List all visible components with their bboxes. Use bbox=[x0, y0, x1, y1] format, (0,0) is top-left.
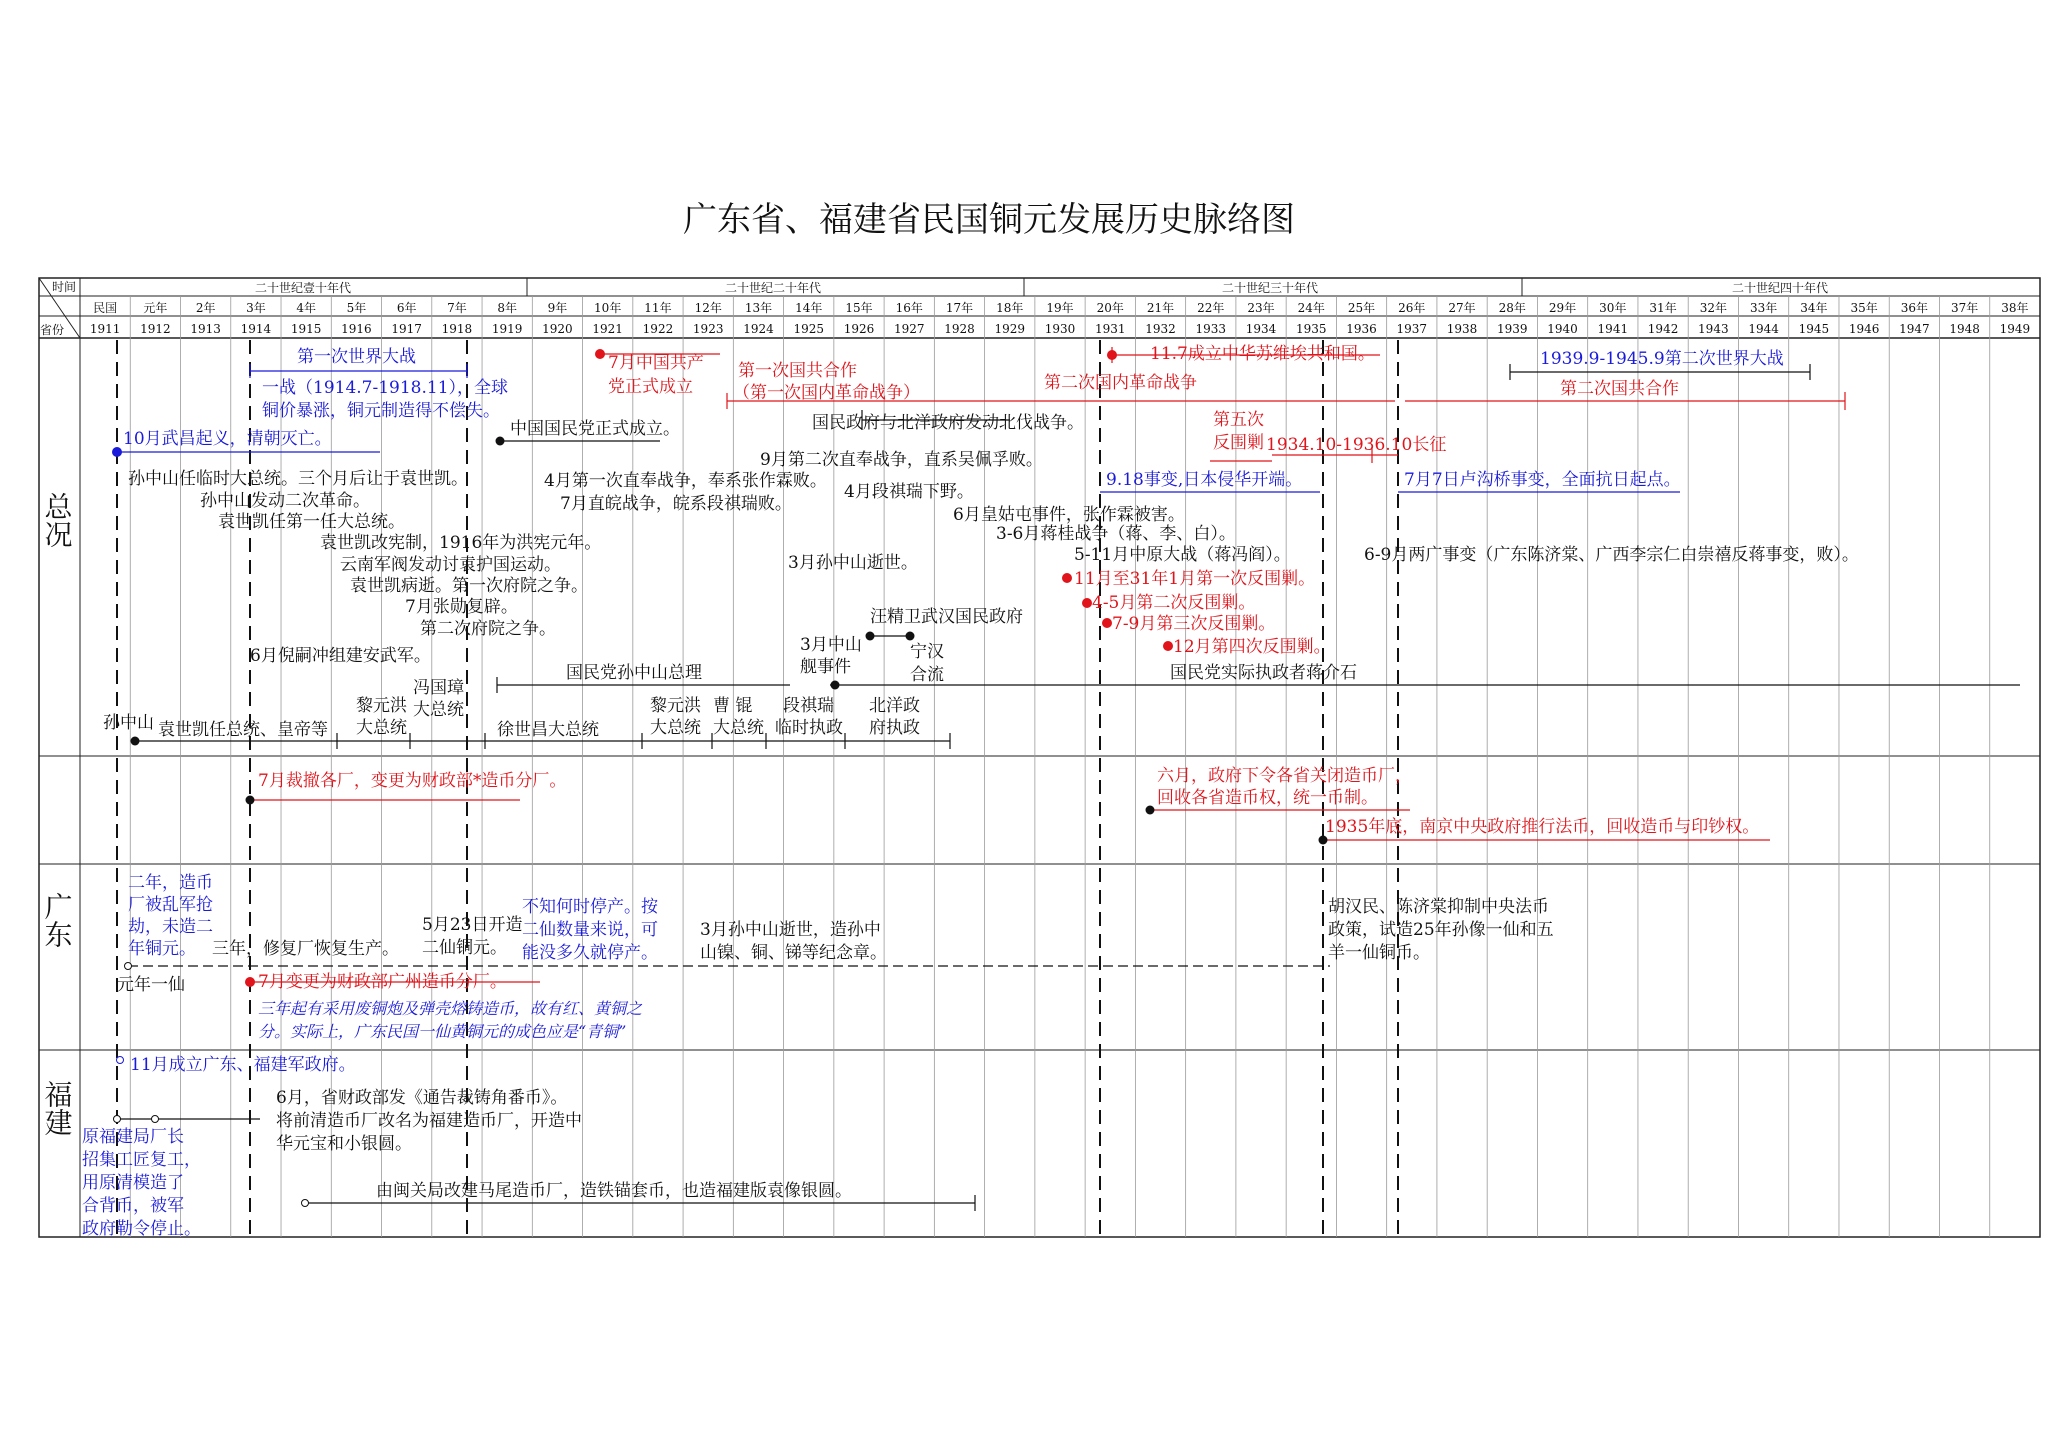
minguo-year-label: 11年 bbox=[644, 301, 672, 315]
leader-label: 府执政 bbox=[869, 718, 920, 738]
minguo-year-label: 20年 bbox=[1096, 301, 1124, 315]
leader-label: 大总统 bbox=[713, 718, 764, 738]
minguo-year-label: 5年 bbox=[346, 301, 367, 315]
leaders-row bbox=[103, 663, 1357, 740]
guangdong-text: 能没多久就停产。 bbox=[522, 943, 658, 963]
decade-label: 二十世纪壹十年代 bbox=[254, 281, 352, 295]
minguo-year-label: 24年 bbox=[1297, 301, 1325, 315]
policy-text: 六月，政府下令各省关闭造币厂， bbox=[1157, 766, 1412, 786]
minguo-year-label: 14年 bbox=[795, 301, 823, 315]
event-two-guang: 6-9月两广事变（广东陈济棠、广西李宗仁白崇禧反蒋事变，败）。 bbox=[1364, 545, 1859, 565]
ad-year-label: 1936 bbox=[1346, 322, 1377, 336]
overview-events bbox=[123, 344, 1859, 685]
guangdong-text: 不知何时停产。按 bbox=[522, 897, 658, 917]
header-time-label: 时间 bbox=[51, 280, 77, 294]
minguo-year-label: 29年 bbox=[1548, 301, 1577, 315]
ad-year-label: 1925 bbox=[793, 322, 824, 336]
page-title: 广东省、福建省民国铜元发展历史脉络图 bbox=[683, 200, 1295, 240]
ad-year-label: 1934 bbox=[1245, 322, 1277, 336]
ad-year-label: 1914 bbox=[240, 322, 272, 336]
minguo-year-label: 18年 bbox=[996, 301, 1024, 315]
header-province-label: 省份 bbox=[39, 323, 65, 337]
guangdong-text: 年铜元。 bbox=[128, 939, 196, 959]
fujian-text: 原福建局厂长 bbox=[82, 1127, 184, 1147]
section-label-overview: 总况 bbox=[40, 492, 74, 548]
guangdong-text: 5月23日开造 bbox=[422, 915, 523, 935]
event-first-coop: 第一次国共合作 bbox=[738, 361, 857, 381]
event-central-plains-war: 5-11月中原大战（蒋冯阎）。 bbox=[1074, 545, 1291, 565]
policy-text: 1935年底，南京中央政府推行法币，回收造币与印钞权。 bbox=[1325, 817, 1760, 837]
fujian-text: 招集工匠复工， bbox=[82, 1150, 201, 1170]
ad-year-label: 1940 bbox=[1547, 322, 1578, 336]
event-yuan-death: 袁世凯病逝。第一次府院之争。 bbox=[350, 576, 588, 596]
event-ccp-founded: 7月中国共产 bbox=[608, 353, 704, 373]
minguo-year-label: 25年 bbox=[1347, 301, 1376, 315]
event-yunnan: 云南军阀发动讨袁护国运动。 bbox=[340, 555, 561, 575]
guangdong-text: 二仙铜元。 bbox=[422, 938, 507, 958]
event-long-march: 1934.10-1936.10长征 bbox=[1266, 435, 1447, 455]
event-yuan-president: 袁世凯任第一任大总统。 bbox=[218, 512, 405, 532]
event-fourth-encirclement: 12月第四次反围剿。 bbox=[1173, 637, 1331, 657]
event-marco-polo: 7月7日卢沟桥事变，全面抗日起点。 bbox=[1404, 470, 1681, 490]
ad-year-label: 1932 bbox=[1145, 322, 1176, 336]
guangdong-text: 分。实际上，广东民国一仙黄铜元的成色应是“青铜” bbox=[258, 1022, 627, 1041]
leader-label: 大总统 bbox=[413, 700, 464, 720]
minguo-year-label: 17年 bbox=[945, 301, 974, 315]
minguo-year-label: 35年 bbox=[1850, 301, 1878, 315]
event-918: 9.18事变,日本侵华开端。 bbox=[1106, 470, 1303, 490]
fujian-text: 6月，省财政部发《通告裁铸角番币》。 bbox=[276, 1088, 568, 1108]
fujian-text: 合背币，被军 bbox=[82, 1196, 184, 1216]
ad-year-label: 1939 bbox=[1497, 322, 1528, 336]
event-wwi-copper: 铜价暴涨，铜元制造得不偿失。 bbox=[262, 401, 500, 421]
policy-text: 回收各省造币权，统一币制。 bbox=[1157, 788, 1378, 808]
ad-year-label: 1945 bbox=[1798, 322, 1830, 336]
leader-label: 北洋政 bbox=[869, 696, 920, 716]
ad-year-label: 1931 bbox=[1094, 322, 1126, 336]
leader-label: 国民党实际执政者蒋介石 bbox=[1170, 663, 1357, 683]
guangdong-row bbox=[117, 872, 1554, 1041]
event-wwi: 第一次世界大战 bbox=[297, 347, 416, 367]
leader-label: 黎元洪 bbox=[356, 696, 407, 716]
guangdong-text: 7月变更为财政部广州造币分厂。 bbox=[258, 972, 507, 992]
guangdong-text: 劫，未造二 bbox=[128, 917, 213, 937]
minguo-year-label: 38年 bbox=[2001, 301, 2029, 315]
minguo-year-label: 30年 bbox=[1599, 301, 1627, 315]
ad-year-label: 1916 bbox=[341, 322, 372, 336]
ad-year-label: 1911 bbox=[89, 322, 121, 336]
guangdong-text: 三年，修复厂恢复生产。 bbox=[212, 939, 399, 959]
guangdong-text: 羊一仙铜币。 bbox=[1328, 943, 1430, 963]
ad-year-label: 1915 bbox=[290, 322, 322, 336]
leader-label: 曹 锟 bbox=[713, 696, 753, 716]
ad-year-label: 1935 bbox=[1296, 322, 1327, 336]
ad-year-label: 1926 bbox=[843, 322, 875, 336]
minguo-year-label: 21年 bbox=[1146, 301, 1175, 315]
event-second-dispute: 第二次府院之争。 bbox=[420, 619, 556, 639]
ad-year-label: 1933 bbox=[1195, 322, 1227, 336]
minguo-year-label: 2年 bbox=[195, 301, 216, 315]
minguo-year-label: 13年 bbox=[744, 301, 773, 315]
event-second-coop: 第二次国共合作 bbox=[1560, 379, 1679, 399]
minguo-year-label: 10年 bbox=[594, 301, 622, 315]
guangdong-text: 胡汉民、陈济棠抑制中央法币 bbox=[1328, 897, 1549, 917]
section-label-guangdong: 广东 bbox=[40, 892, 74, 948]
minguo-year-label: 元年 bbox=[143, 301, 168, 315]
ad-year-label: 1949 bbox=[1999, 322, 2031, 336]
section-label-fujian: 福建 bbox=[40, 1080, 74, 1136]
minguo-year-label: 31年 bbox=[1649, 301, 1677, 315]
event-zhiwan: 7月直皖战争，皖系段祺瑞败。 bbox=[560, 494, 792, 514]
event-second-civil-war: 第二次国内革命战争 bbox=[1044, 373, 1197, 393]
ad-year-label: 1922 bbox=[642, 322, 674, 336]
fujian-text: 将前清造币厂改名为福建造币厂，开造中 bbox=[276, 1111, 582, 1131]
minguo-year-label: 16年 bbox=[895, 301, 923, 315]
event-sun-death: 3月孙中山逝世。 bbox=[788, 553, 918, 573]
event-fifth-encirclement: 第五次 bbox=[1213, 410, 1264, 430]
leader-label: 冯国璋 bbox=[413, 678, 464, 698]
leader-label: 大总统 bbox=[650, 718, 701, 738]
minguo-year-label: 37年 bbox=[1950, 301, 1979, 315]
decade-label: 二十世纪三十年代 bbox=[1221, 281, 1319, 295]
minguo-year-label: 8年 bbox=[497, 301, 517, 315]
leader-label: 袁世凯任总统、皇帝等 bbox=[158, 720, 328, 740]
fujian-text: 由闽关局改建马尾造币厂，造铁锚套币，也造福建版袁像银圆。 bbox=[376, 1181, 852, 1201]
fujian-text: 11月成立广东、福建军政府。 bbox=[130, 1055, 356, 1075]
ad-year-label: 1944 bbox=[1748, 322, 1779, 336]
minguo-year-label: 28年 bbox=[1498, 301, 1526, 315]
event-second-revolution: 孙中山发动二次革命。 bbox=[200, 491, 370, 511]
leader-label: 徐世昌大总统 bbox=[497, 720, 599, 740]
ad-year-label: 1921 bbox=[592, 322, 623, 336]
guangdong-text: 山镍、铜、锑等纪念章。 bbox=[700, 943, 887, 963]
fujian-text: 政府勒令停止。 bbox=[82, 1219, 201, 1239]
guangdong-text: 厂被乱军抢 bbox=[128, 895, 213, 915]
leader-label: 国民党孙中山总理 bbox=[566, 663, 702, 683]
minguo-year-label: 22年 bbox=[1197, 301, 1225, 315]
event-wwi-copper: 一战（1914.7-1918.11），全球 bbox=[262, 378, 509, 398]
leader-label: 黎元洪 bbox=[650, 696, 701, 716]
ad-year-label: 1918 bbox=[441, 322, 473, 336]
minguo-year-label: 23年 bbox=[1247, 301, 1275, 315]
event-first-encirclement: 11月至31年1月第一次反围剿。 bbox=[1074, 569, 1316, 589]
event-duan-resign: 4月段祺瑞下野。 bbox=[844, 482, 974, 502]
ad-year-label: 1924 bbox=[743, 322, 774, 336]
event-wuchang: 10月武昌起义，清朝灭亡。 bbox=[123, 429, 332, 449]
minguo-year-label: 32年 bbox=[1699, 301, 1727, 315]
minguo-year-label: 19年 bbox=[1046, 301, 1074, 315]
ad-year-label: 1948 bbox=[1949, 322, 1980, 336]
ad-year-label: 1947 bbox=[1899, 322, 1930, 336]
leader-label: 临时执政 bbox=[775, 718, 843, 738]
ad-year-label: 1929 bbox=[994, 322, 1026, 336]
ad-year-label: 1941 bbox=[1597, 322, 1629, 336]
event-sun-president: 孙中山任临时大总统。三个月后让于袁世凯。 bbox=[128, 469, 468, 489]
minguo-year-label: 15年 bbox=[845, 301, 873, 315]
event-second-zhifeng: 9月第二次直奉战争，直系吴佩孚败。 bbox=[760, 450, 1043, 470]
guangdong-text: 元年一仙 bbox=[117, 975, 185, 995]
ad-year-label: 1923 bbox=[692, 322, 724, 336]
minguo-year-label: 民国 bbox=[93, 301, 118, 315]
event-second-encirclement: 4-5月第二次反围剿。 bbox=[1092, 593, 1256, 613]
minguo-year-label: 6年 bbox=[396, 301, 417, 315]
minguo-year-label: 36年 bbox=[1900, 301, 1928, 315]
decade-label: 二十世纪二十年代 bbox=[724, 281, 822, 295]
minguo-year-label: 27年 bbox=[1448, 301, 1476, 315]
event-zhangxun: 7月张勋复辟。 bbox=[405, 597, 518, 617]
policy-row bbox=[258, 766, 1759, 837]
decade-label: 二十世纪四十年代 bbox=[1731, 281, 1829, 295]
fujian-text: 华元宝和小银圆。 bbox=[276, 1134, 412, 1154]
leader-label: 孙中山 bbox=[103, 713, 154, 733]
ad-year-label: 1930 bbox=[1044, 322, 1076, 336]
event-yuan-constitution: 袁世凯改宪制，1916年为洪宪元年。 bbox=[320, 533, 602, 553]
ad-year-label: 1928 bbox=[944, 322, 975, 336]
minguo-year-label: 4年 bbox=[296, 301, 316, 315]
event-third-encirclement: 7-9月第三次反围剿。 bbox=[1112, 614, 1276, 634]
ad-year-label: 1946 bbox=[1848, 322, 1880, 336]
event-huanggutun: 6月皇姑屯事件，张作霖被害。 bbox=[953, 505, 1185, 525]
fujian-text: 用原清模造了 bbox=[82, 1173, 184, 1193]
minguo-year-label: 9年 bbox=[547, 301, 568, 315]
event-wwii: 1939.9-1945.9第二次世界大战 bbox=[1540, 349, 1784, 369]
leader-label: 段祺瑞 bbox=[783, 696, 834, 716]
ad-year-label: 1913 bbox=[190, 322, 221, 336]
ad-year-label: 1942 bbox=[1647, 322, 1679, 336]
ad-year-label: 1927 bbox=[893, 322, 925, 336]
minguo-year-label: 7年 bbox=[447, 301, 467, 315]
guangdong-text: 政策，试造25年孙像一仙和五 bbox=[1328, 920, 1554, 940]
minguo-year-label: 26年 bbox=[1398, 301, 1426, 315]
event-fifth-encirclement: 反围剿 bbox=[1213, 433, 1264, 453]
event-northern-expedition: 国民政府与北洋政府发动北伐战争。 bbox=[812, 413, 1084, 433]
policy-text: 7月裁撤各厂，变更为财政部*造币分厂。 bbox=[258, 771, 567, 791]
ad-year-label: 1938 bbox=[1446, 322, 1478, 336]
leader-label: 大总统 bbox=[356, 718, 407, 738]
minguo-year-label: 33年 bbox=[1749, 301, 1778, 315]
event-ninghan: 宁汉 bbox=[910, 642, 944, 662]
event-anwu: 6月倪嗣冲组建安武军。 bbox=[250, 646, 431, 666]
event-ccp-founded: 党正式成立 bbox=[608, 377, 693, 397]
minguo-year-label: 3年 bbox=[246, 301, 266, 315]
guangdong-text: 3月孙中山逝世，造孙中 bbox=[700, 920, 881, 940]
event-wuhan-govt: 汪精卫武汉国民政府 bbox=[870, 607, 1023, 627]
event-kmt-founded: 中国国民党正式成立。 bbox=[510, 419, 680, 439]
guangdong-text: 二年，造币 bbox=[128, 873, 213, 893]
event-zhongshan-ship: 舰事件 bbox=[800, 657, 851, 677]
ad-year-label: 1917 bbox=[391, 322, 422, 336]
guangdong-text: 二仙数量来说，可 bbox=[522, 920, 658, 940]
ad-year-label: 1920 bbox=[542, 322, 573, 336]
ad-year-label: 1919 bbox=[491, 322, 523, 336]
ad-year-label: 1943 bbox=[1698, 322, 1729, 336]
event-first-zhifeng: 4月第一次直奉战争，奉系张作霖败。 bbox=[544, 471, 827, 491]
event-soviet-republic: 11.7成立中华苏维埃共和国。 bbox=[1150, 344, 1375, 364]
minguo-year-label: 12年 bbox=[694, 301, 722, 315]
event-zhongshan-ship: 3月中山 bbox=[800, 635, 862, 655]
event-ninghan: 合流 bbox=[910, 665, 944, 685]
event-first-coop: （第一次国内革命战争） bbox=[733, 383, 920, 403]
minguo-year-label: 34年 bbox=[1800, 301, 1828, 315]
ad-year-label: 1912 bbox=[140, 322, 171, 336]
ad-year-label: 1937 bbox=[1396, 322, 1428, 336]
event-jianggui: 3-6月蒋桂战争（蒋、李、白）。 bbox=[996, 524, 1236, 544]
guangdong-text: 三年起有采用废铜炮及弹壳熔铸造币，故有红、黄铜之 bbox=[258, 999, 643, 1018]
